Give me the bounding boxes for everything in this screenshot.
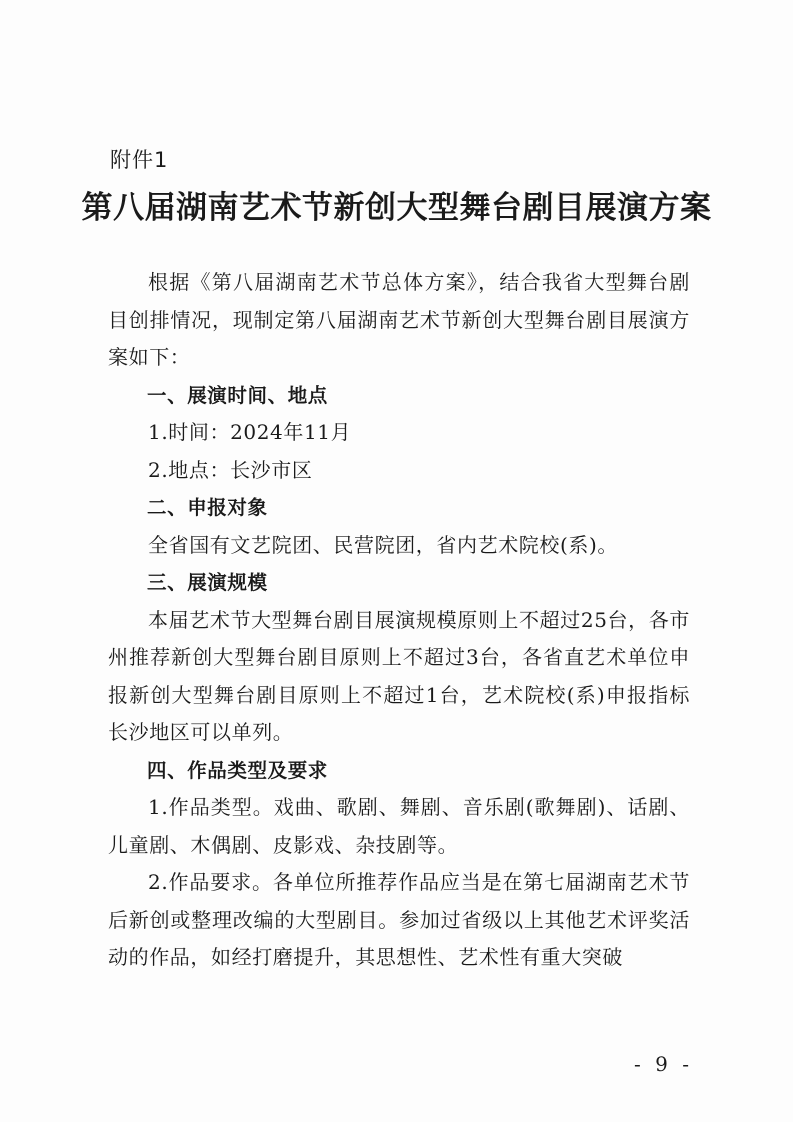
applicants-paragraph: 全省国有文艺院团、民营院团，省内艺术院校(系)。 [148,532,619,557]
scale-paragraph: 本届艺术节大型舞台剧目展演规模原则上不超过25台，各市州推荐新创大型舞台剧目原则上不超过3台，各省直艺术单位申报新创大型舞台剧目原则上不超过1台，艺术院校(系)申报指标长沙地区可以单列。 [108,607,690,744]
intro-paragraph: 根据《第八届湖南艺术节总体方案》，结合我省大型舞台剧目创排情况，现制定第八届湖南艺术节新创大型舞台剧目展演方案如下： [108,270,690,369]
section-heading-works: 四、作品类型及要求 [147,758,328,782]
document-body [108,264,690,977]
section-heading-scale: 三、展演规模 [147,571,268,594]
page-number: - 9 - [634,1052,693,1076]
attachment-label: 附件1 [110,148,169,172]
document-title: 第八届湖南艺术节新创大型舞台剧目展演方案 [81,190,712,226]
work-requirements-paragraph: 2.作品要求。各单位所推荐作品应当是在第七届湖南艺术节后新创或整理改编的大型剧目。参加过省级以上其他艺术评奖活动的作品，如经打磨提升，其思想性、艺术性有重大突破 [108,870,690,969]
time-item: 1.时间：2024年11月 [148,420,352,444]
section-heading-time-place: 一、展演时间、地点 [147,383,328,407]
section-heading-applicants: 二、申报对象 [147,496,268,519]
work-types-paragraph: 1.作品类型。戏曲、歌剧、舞剧、音乐剧(歌舞剧)、话剧、儿童剧、木偶剧、皮影戏、杂技剧等。 [108,795,690,857]
place-item: 2.地点：长沙市区 [148,457,313,482]
